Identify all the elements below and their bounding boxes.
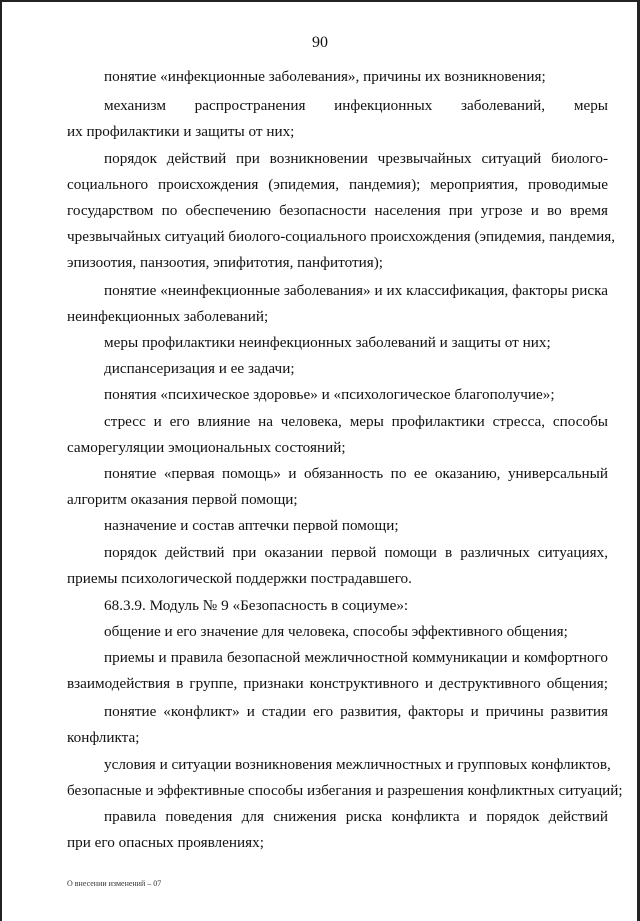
page-number: 90 — [312, 34, 328, 51]
text-line: назначение и состав аптечки первой помощи; — [104, 517, 399, 534]
scan-edge-left — [0, 0, 2, 921]
text-line: их профилактики и защиты от них; — [67, 123, 295, 140]
text-line: порядок действий при возникновении чрезвычайных ситуаций биолого- — [104, 150, 608, 167]
text-line: государством по обеспечению безопасности населения при угрозе и во время — [67, 202, 608, 219]
text-line: чрезвычайных ситуаций биолого-социального происхождения (эпидемия, пандемия, — [67, 228, 616, 245]
text-line: общение и его значение для человека, способы эффективного общения; — [104, 623, 568, 640]
text-line: конфликта; — [67, 729, 140, 746]
text-line: стресс и его влияние на человека, меры профилактики стресса, способы — [104, 413, 608, 430]
text-line: понятие «конфликт» и стадии его развития, факторы и причины развития — [104, 703, 608, 720]
text-line: механизм распространения инфекционных заболеваний, меры — [104, 97, 608, 114]
text-line: условия и ситуации возникновения межличностных и групповых конфликтов, — [104, 756, 611, 773]
footer-note: О внесении изменений – 07 — [67, 879, 162, 888]
text-line: меры профилактики неинфекционных заболеваний и защиты от них; — [104, 334, 551, 351]
section-heading: 68.3.9. Модуль № 9 «Безопасность в социуме»: — [104, 597, 409, 614]
text-line: понятие «инфекционные заболевания», причины их возникновения; — [104, 68, 546, 85]
text-line: безопасные и эффективные способы избегания и разрешения конфликтных ситуаций; — [67, 782, 623, 799]
scan-edge-top — [0, 0, 640, 2]
text-line: неинфекционных заболеваний; — [67, 308, 269, 325]
text-line: при его опасных проявлениях; — [67, 834, 264, 851]
text-line: порядок действий при оказании первой помощи в различных ситуациях, — [104, 544, 608, 561]
text-line: алгоритм оказания первой помощи; — [67, 491, 298, 508]
text-line: социального происхождения (эпидемия, пандемия); мероприятия, проводимые — [67, 176, 608, 193]
text-line: понятие «неинфекционные заболевания» и их классификация, факторы риска — [104, 282, 608, 299]
text-line: понятие «первая помощь» и обязанность по ее оказанию, универсальный — [104, 465, 608, 482]
text-line: саморегуляции эмоциональных состояний; — [67, 439, 346, 456]
text-line: понятия «психическое здоровье» и «психологическое благополучие»; — [104, 386, 555, 403]
text-line: приемы психологической поддержки пострадавшего. — [67, 570, 412, 587]
text-line: диспансеризация и ее задачи; — [104, 360, 295, 377]
text-line: приемы и правила безопасной межличностной коммуникации и комфортного — [104, 649, 608, 666]
text-line: правила поведения для снижения риска конфликта и порядок действий — [104, 808, 608, 825]
text-line: взаимодействия в группе, признаки конструктивного и деструктивного общения; — [67, 675, 608, 692]
text-line: эпизоотия, панзоотия, эпифитотия, панфитотия); — [67, 254, 383, 271]
